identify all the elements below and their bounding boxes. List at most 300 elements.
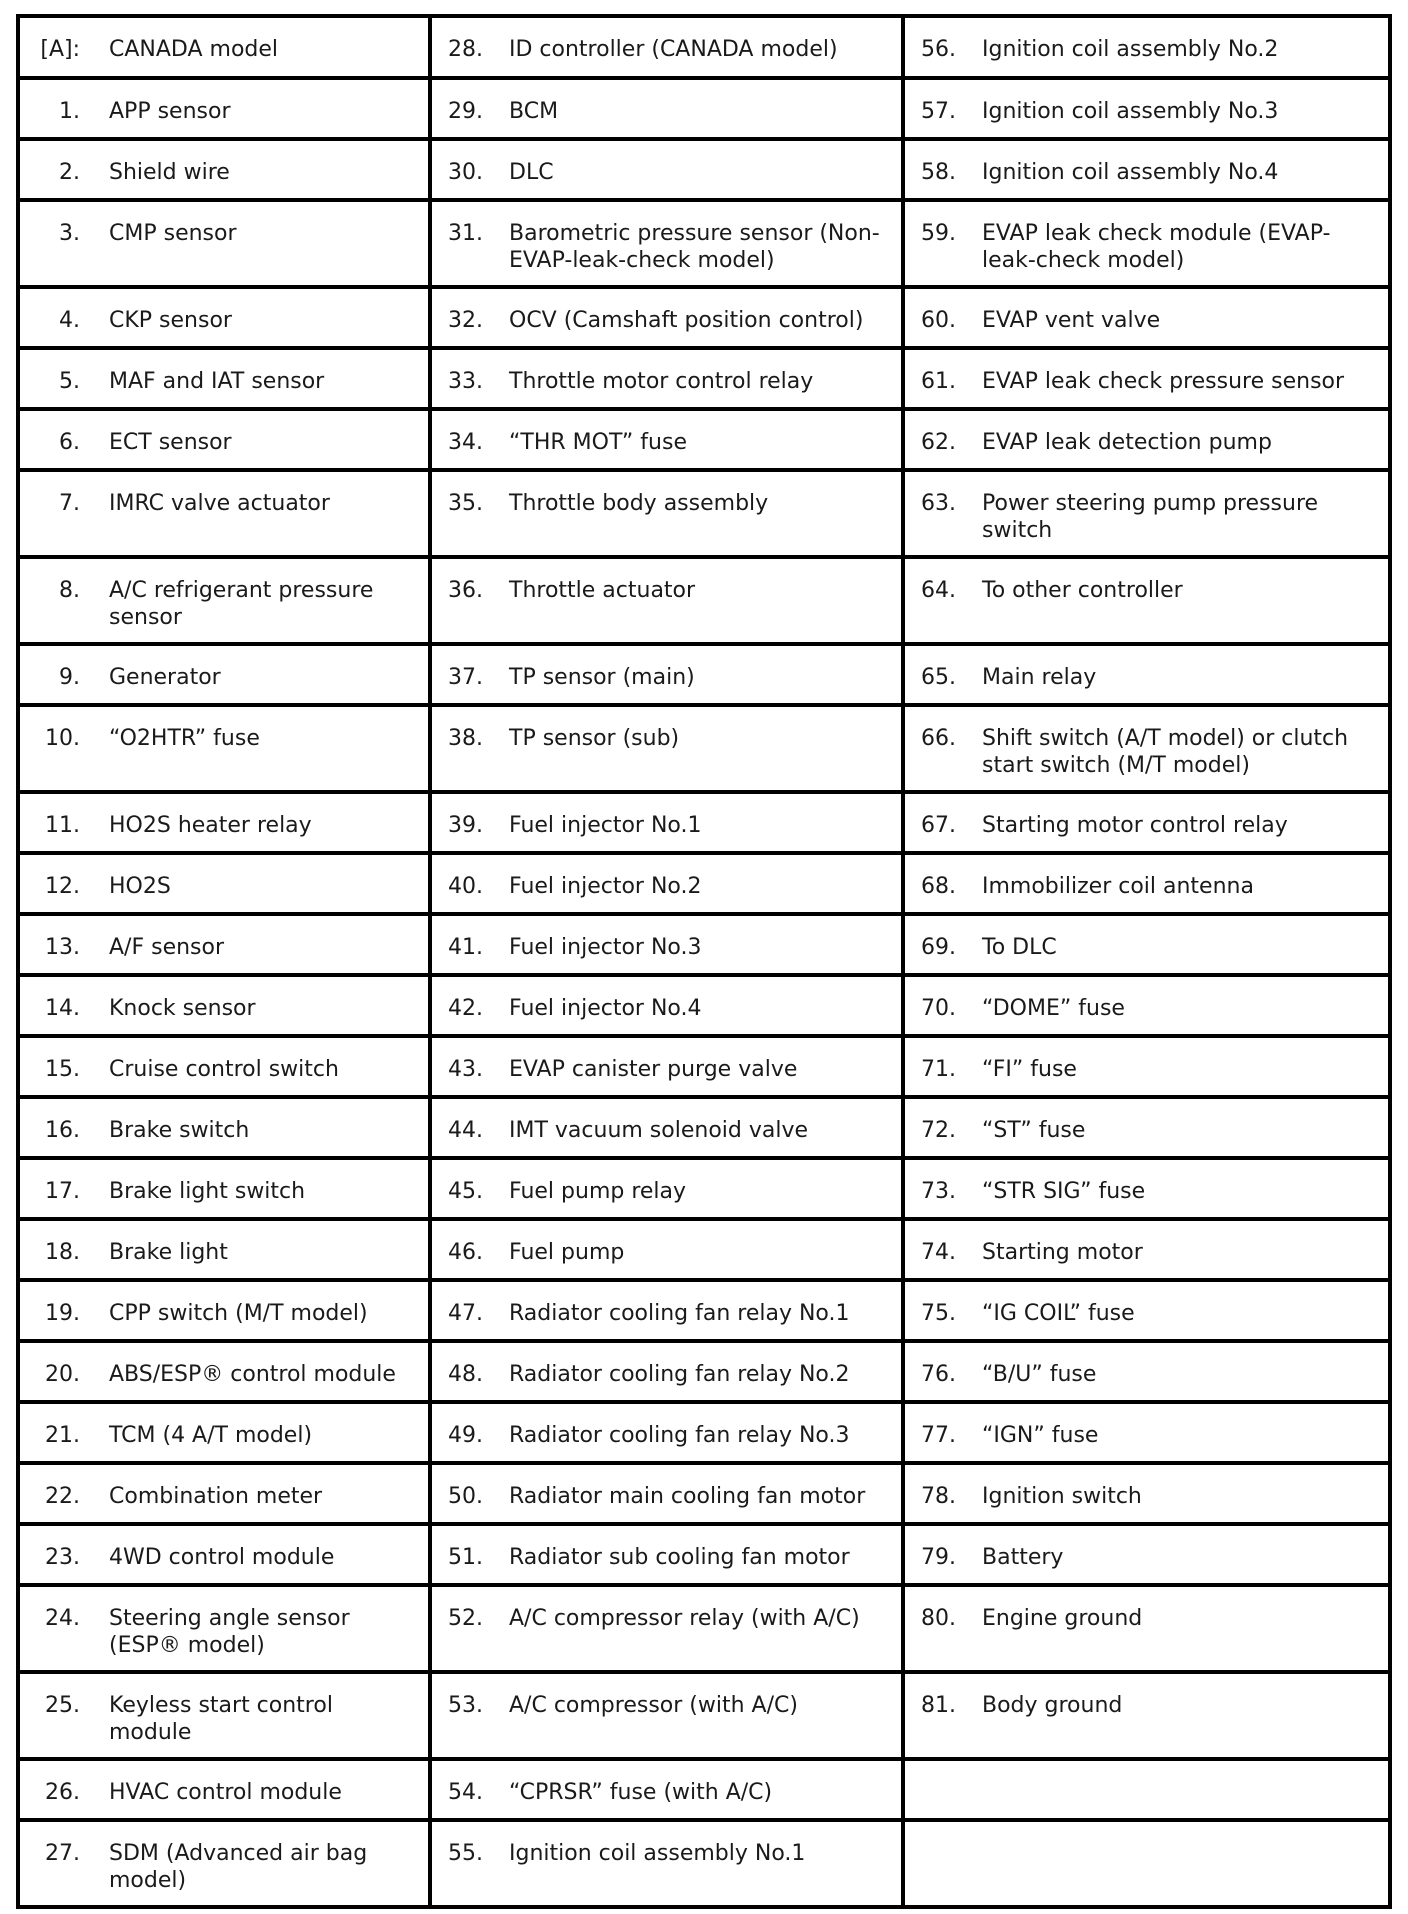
item-label: Fuel injector No.2 — [509, 874, 702, 899]
item-number: 65. — [921, 665, 956, 690]
legend-cell — [430, 1097, 903, 1158]
legend-cell — [430, 792, 903, 853]
item-label: IMT vacuum solenoid valve — [509, 1118, 809, 1143]
legend-cell — [18, 1585, 430, 1672]
table-row — [18, 1672, 1390, 1759]
legend-cell — [903, 975, 1390, 1036]
table-row — [18, 705, 1390, 792]
legend-entry — [905, 725, 1388, 779]
legend-cell — [430, 409, 903, 470]
legend-entry — [20, 812, 428, 839]
item-number: 55. — [448, 1841, 483, 1866]
legend-entry — [20, 995, 428, 1022]
legend-cell — [430, 644, 903, 705]
legend-cell — [430, 1341, 903, 1402]
item-label: “IGN” fuse — [982, 1423, 1099, 1448]
item-label: EVAP leak check pressure sensor — [982, 369, 1345, 394]
item-label: EVAP canister purge valve — [509, 1057, 798, 1082]
table-row — [18, 1036, 1390, 1097]
legend-entry — [905, 307, 1388, 334]
legend-cell — [18, 78, 430, 139]
item-label: Radiator cooling fan relay No.3 — [509, 1423, 850, 1448]
item-label: Barometric pressure sensor (Non-EVAP-leak-check model) — [509, 221, 880, 273]
legend-entry — [432, 1840, 901, 1867]
item-label: “THR MOT” fuse — [509, 430, 687, 455]
item-number: 42. — [448, 996, 483, 1021]
item-number: 44. — [448, 1118, 483, 1143]
legend-cell — [903, 1280, 1390, 1341]
legend-cell — [18, 1759, 430, 1820]
item-label: OCV (Camshaft position control) — [509, 308, 864, 333]
item-number: 68. — [921, 874, 956, 899]
legend-cell — [18, 1820, 430, 1907]
legend-entry — [432, 1239, 901, 1266]
legend-entry — [905, 577, 1388, 604]
legend-cell — [430, 853, 903, 914]
legend-cell — [18, 470, 430, 557]
legend-entry — [905, 664, 1388, 691]
legend-entry — [20, 36, 428, 63]
legend-cell — [903, 792, 1390, 853]
legend-cell — [903, 348, 1390, 409]
legend-cell — [430, 348, 903, 409]
legend-cell — [430, 1158, 903, 1219]
legend-entry — [20, 1544, 428, 1571]
item-number: 36. — [448, 578, 483, 603]
item-number: 23. — [45, 1545, 80, 1570]
legend-entry — [905, 98, 1388, 125]
legend-cell — [18, 200, 430, 287]
item-label: TP sensor (main) — [509, 665, 695, 690]
legend-entry — [905, 1544, 1388, 1571]
legend-cell — [903, 16, 1390, 78]
legend-entry — [432, 368, 901, 395]
legend-cell — [903, 1036, 1390, 1097]
item-label: Fuel injector No.3 — [509, 935, 702, 960]
legend-cell — [18, 792, 430, 853]
legend-entry — [905, 159, 1388, 186]
item-label: EVAP leak check module (EVAP-leak-check model) — [982, 221, 1331, 273]
legend-cell — [18, 1219, 430, 1280]
legend-entry — [905, 812, 1388, 839]
legend-cell — [18, 644, 430, 705]
item-number: 45. — [448, 1179, 483, 1204]
item-number: 66. — [921, 726, 956, 751]
legend-cell — [18, 914, 430, 975]
item-number: 14. — [45, 996, 80, 1021]
legend-entry — [432, 159, 901, 186]
item-label: Brake light switch — [109, 1179, 306, 1204]
legend-cell — [430, 975, 903, 1036]
legend-entry — [20, 1483, 428, 1510]
item-number: 32. — [448, 308, 483, 333]
legend-entry — [432, 1361, 901, 1388]
table-row — [18, 1524, 1390, 1585]
item-number: 41. — [448, 935, 483, 960]
legend-entry — [432, 1692, 901, 1719]
legend-entry — [905, 1483, 1388, 1510]
item-number: [A]: — [40, 37, 80, 62]
legend-entry — [905, 368, 1388, 395]
item-label: Radiator cooling fan relay No.2 — [509, 1362, 850, 1387]
item-number: 3. — [59, 221, 80, 246]
item-number: 19. — [45, 1301, 80, 1326]
table-row — [18, 78, 1390, 139]
legend-entry — [20, 934, 428, 961]
legend-cell — [430, 470, 903, 557]
item-number: 79. — [921, 1545, 956, 1570]
item-number: 27. — [45, 1841, 80, 1866]
legend-entry — [432, 1422, 901, 1449]
legend-cell — [430, 16, 903, 78]
table-row — [18, 1402, 1390, 1463]
legend-cell — [18, 16, 430, 78]
item-number: 57. — [921, 99, 956, 124]
item-number: 48. — [448, 1362, 483, 1387]
legend-entry — [432, 664, 901, 691]
table-row — [18, 1759, 1390, 1820]
item-label: ECT sensor — [109, 430, 232, 455]
legend-cell — [430, 705, 903, 792]
item-label: EVAP leak detection pump — [982, 430, 1272, 455]
legend-cell — [430, 78, 903, 139]
item-label: Fuel pump relay — [509, 1179, 687, 1204]
legend-cell — [18, 1036, 430, 1097]
legend-entry — [905, 1300, 1388, 1327]
legend-entry — [20, 1117, 428, 1144]
item-number: 2. — [59, 160, 80, 185]
legend-cell — [18, 705, 430, 792]
item-label: Steering angle sensor (ESP® model) — [109, 1606, 350, 1658]
legend-entry — [432, 1178, 901, 1205]
legend-entry — [432, 1544, 901, 1571]
table-row — [18, 139, 1390, 200]
legend-entry — [432, 812, 901, 839]
legend-entry — [905, 1361, 1388, 1388]
item-label: To DLC — [982, 935, 1057, 960]
legend-cell — [903, 409, 1390, 470]
item-label: Body ground — [982, 1693, 1123, 1718]
legend-cell — [430, 1820, 903, 1907]
item-number: 26. — [45, 1780, 80, 1805]
legend-cell — [18, 348, 430, 409]
item-number: 69. — [921, 935, 956, 960]
item-number: 8. — [59, 578, 80, 603]
legend-entry — [20, 159, 428, 186]
item-label: HVAC control module — [109, 1780, 342, 1805]
item-label: “B/U” fuse — [982, 1362, 1097, 1387]
table-row — [18, 557, 1390, 644]
legend-entry — [432, 307, 901, 334]
item-number: 78. — [921, 1484, 956, 1509]
item-label: Combination meter — [109, 1484, 323, 1509]
item-number: 17. — [45, 1179, 80, 1204]
item-number: 63. — [921, 491, 956, 516]
item-label: Ignition coil assembly No.3 — [982, 99, 1279, 124]
item-label: ABS/ESP® control module — [109, 1362, 396, 1387]
legend-entry — [432, 1300, 901, 1327]
item-label: Generator — [109, 665, 221, 690]
item-label: Keyless start control module — [109, 1693, 333, 1745]
item-label: CPP switch (M/T model) — [109, 1301, 368, 1326]
legend-cell — [903, 1158, 1390, 1219]
item-label: Radiator cooling fan relay No.1 — [509, 1301, 850, 1326]
item-number: 76. — [921, 1362, 956, 1387]
item-number: 13. — [45, 935, 80, 960]
legend-cell — [903, 1524, 1390, 1585]
item-label: Fuel injector No.1 — [509, 813, 702, 838]
table-row — [18, 1158, 1390, 1219]
item-label: A/F sensor — [109, 935, 225, 960]
item-number: 20. — [45, 1362, 80, 1387]
legend-cell — [18, 1097, 430, 1158]
legend-cell — [18, 1463, 430, 1524]
legend-entry — [905, 1117, 1388, 1144]
legend-entry — [432, 873, 901, 900]
item-label: Throttle motor control relay — [509, 369, 814, 394]
legend-cell — [430, 200, 903, 287]
item-number: 15. — [45, 1057, 80, 1082]
item-number: 9. — [59, 665, 80, 690]
legend-entry — [905, 995, 1388, 1022]
legend-entry — [905, 36, 1388, 63]
item-number: 4. — [59, 308, 80, 333]
legend-entry — [20, 98, 428, 125]
legend-cell — [903, 914, 1390, 975]
legend-cell — [18, 1280, 430, 1341]
legend-cell — [18, 1341, 430, 1402]
table-row — [18, 287, 1390, 348]
legend-cell — [18, 409, 430, 470]
item-number: 11. — [45, 813, 80, 838]
item-label: CKP sensor — [109, 308, 232, 333]
legend-cell — [18, 557, 430, 644]
legend-cell — [903, 853, 1390, 914]
legend-entry — [432, 577, 901, 604]
legend-entry — [905, 429, 1388, 456]
item-number: 73. — [921, 1179, 956, 1204]
item-number: 38. — [448, 726, 483, 751]
legend-entry — [20, 1361, 428, 1388]
item-label: MAF and IAT sensor — [109, 369, 325, 394]
legend-entry — [20, 220, 428, 247]
table-row — [18, 470, 1390, 557]
table-row — [18, 914, 1390, 975]
legend-cell — [430, 914, 903, 975]
item-label: Brake light — [109, 1240, 228, 1265]
legend-entry — [432, 36, 901, 63]
legend-cell — [903, 1820, 1390, 1907]
legend-cell — [430, 557, 903, 644]
item-label: Starting motor control relay — [982, 813, 1288, 838]
item-number: 64. — [921, 578, 956, 603]
item-number: 40. — [448, 874, 483, 899]
legend-cell — [903, 200, 1390, 287]
item-label: Battery — [982, 1545, 1064, 1570]
legend-cell — [430, 1463, 903, 1524]
item-label: IMRC valve actuator — [109, 491, 330, 516]
item-number: 51. — [448, 1545, 483, 1570]
legend-entry — [905, 1056, 1388, 1083]
item-number: 5. — [59, 369, 80, 394]
item-label: “ST” fuse — [982, 1118, 1086, 1143]
legend-cell — [18, 1402, 430, 1463]
item-label: “FI” fuse — [982, 1057, 1077, 1082]
item-label: Shield wire — [109, 160, 230, 185]
legend-cell — [18, 1158, 430, 1219]
item-label: CANADA model — [109, 37, 279, 62]
legend-entry — [905, 934, 1388, 961]
item-number: 60. — [921, 308, 956, 333]
item-number: 72. — [921, 1118, 956, 1143]
legend-entry — [20, 307, 428, 334]
item-label: Shift switch (A/T model) or clutch start switch (M/T model) — [982, 726, 1349, 778]
item-label: Knock sensor — [109, 996, 256, 1021]
table-row — [18, 348, 1390, 409]
item-number: 29. — [448, 99, 483, 124]
item-number: 25. — [45, 1693, 80, 1718]
legend-entry — [432, 429, 901, 456]
legend-cell — [18, 1524, 430, 1585]
item-label: Ignition coil assembly No.2 — [982, 37, 1279, 62]
legend-entry — [432, 1779, 901, 1806]
item-label: “STR SIG” fuse — [982, 1179, 1146, 1204]
legend-entry — [20, 664, 428, 691]
legend-body — [18, 16, 1390, 1907]
legend-entry — [432, 490, 901, 517]
item-number: 35. — [448, 491, 483, 516]
legend-cell — [903, 78, 1390, 139]
legend-entry — [20, 1840, 428, 1894]
legend-entry — [20, 1605, 428, 1659]
item-number: 37. — [448, 665, 483, 690]
item-number: 6. — [59, 430, 80, 455]
legend-entry — [20, 1692, 428, 1746]
item-number: 39. — [448, 813, 483, 838]
item-number: 58. — [921, 160, 956, 185]
legend-entry — [20, 429, 428, 456]
legend-entry — [905, 1178, 1388, 1205]
item-number: 81. — [921, 1693, 956, 1718]
item-label: CMP sensor — [109, 221, 237, 246]
item-label: HO2S — [109, 874, 171, 899]
item-label: Fuel injector No.4 — [509, 996, 702, 1021]
item-number: 77. — [921, 1423, 956, 1448]
legend-entry — [20, 368, 428, 395]
item-label: Engine ground — [982, 1606, 1143, 1631]
legend-entry — [905, 1692, 1388, 1719]
legend-entry — [20, 725, 428, 752]
legend-cell — [903, 287, 1390, 348]
legend-entry — [432, 1056, 901, 1083]
legend-cell — [430, 1524, 903, 1585]
legend-cell — [430, 1280, 903, 1341]
item-number: 46. — [448, 1240, 483, 1265]
legend-entry — [432, 1117, 901, 1144]
item-label: TP sensor (sub) — [509, 726, 680, 751]
legend-entry — [20, 490, 428, 517]
item-number: 28. — [448, 37, 483, 62]
item-label: “DOME” fuse — [982, 996, 1125, 1021]
item-label: Power steering pump pressure switch — [982, 491, 1319, 543]
legend-cell — [903, 705, 1390, 792]
item-label: DLC — [509, 160, 554, 185]
item-number: 16. — [45, 1118, 80, 1143]
item-label: Throttle body assembly — [509, 491, 769, 516]
table-row — [18, 409, 1390, 470]
item-number: 71. — [921, 1057, 956, 1082]
item-label: A/C compressor relay (with A/C) — [509, 1606, 860, 1631]
component-legend-table — [16, 14, 1392, 1909]
item-number: 31. — [448, 221, 483, 246]
legend-cell — [18, 1672, 430, 1759]
item-label: “O2HTR” fuse — [109, 726, 260, 751]
table-row — [18, 1820, 1390, 1907]
legend-entry — [20, 1178, 428, 1205]
legend-entry — [432, 995, 901, 1022]
item-number: 59. — [921, 221, 956, 246]
item-number: 74. — [921, 1240, 956, 1265]
item-number: 47. — [448, 1301, 483, 1326]
item-number: 24. — [45, 1606, 80, 1631]
item-number: 70. — [921, 996, 956, 1021]
legend-entry — [432, 98, 901, 125]
legend-cell — [903, 1759, 1390, 1820]
table-row — [18, 1341, 1390, 1402]
item-label: Ignition coil assembly No.1 — [509, 1841, 806, 1866]
table-row — [18, 1280, 1390, 1341]
legend-cell — [18, 139, 430, 200]
item-number: 53. — [448, 1693, 483, 1718]
item-number: 22. — [45, 1484, 80, 1509]
legend-cell — [430, 1585, 903, 1672]
item-label: Cruise control switch — [109, 1057, 339, 1082]
legend-cell — [430, 287, 903, 348]
table-row — [18, 1097, 1390, 1158]
item-label: Brake switch — [109, 1118, 250, 1143]
item-number: 80. — [921, 1606, 956, 1631]
legend-entry — [905, 1422, 1388, 1449]
legend-cell — [903, 1585, 1390, 1672]
item-number: 10. — [45, 726, 80, 751]
item-label: Main relay — [982, 665, 1097, 690]
legend-entry — [905, 220, 1388, 274]
item-number: 7. — [59, 491, 80, 516]
item-label: BCM — [509, 99, 559, 124]
legend-entry — [432, 934, 901, 961]
item-number: 52. — [448, 1606, 483, 1631]
legend-cell — [903, 1402, 1390, 1463]
legend-entry — [20, 577, 428, 631]
legend-entry — [20, 1056, 428, 1083]
table-row — [18, 200, 1390, 287]
item-label: To other controller — [982, 578, 1183, 603]
legend-entry — [905, 1605, 1388, 1632]
table-row — [18, 792, 1390, 853]
legend-cell — [18, 975, 430, 1036]
item-number: 12. — [45, 874, 80, 899]
item-number: 50. — [448, 1484, 483, 1509]
item-label: Radiator main cooling fan motor — [509, 1484, 866, 1509]
item-label: ID controller (CANADA model) — [509, 37, 838, 62]
table-row — [18, 1585, 1390, 1672]
legend-cell — [903, 1672, 1390, 1759]
table-row — [18, 975, 1390, 1036]
legend-entry — [432, 1483, 901, 1510]
legend-cell — [18, 287, 430, 348]
legend-cell — [903, 644, 1390, 705]
item-number: 1. — [59, 99, 80, 124]
